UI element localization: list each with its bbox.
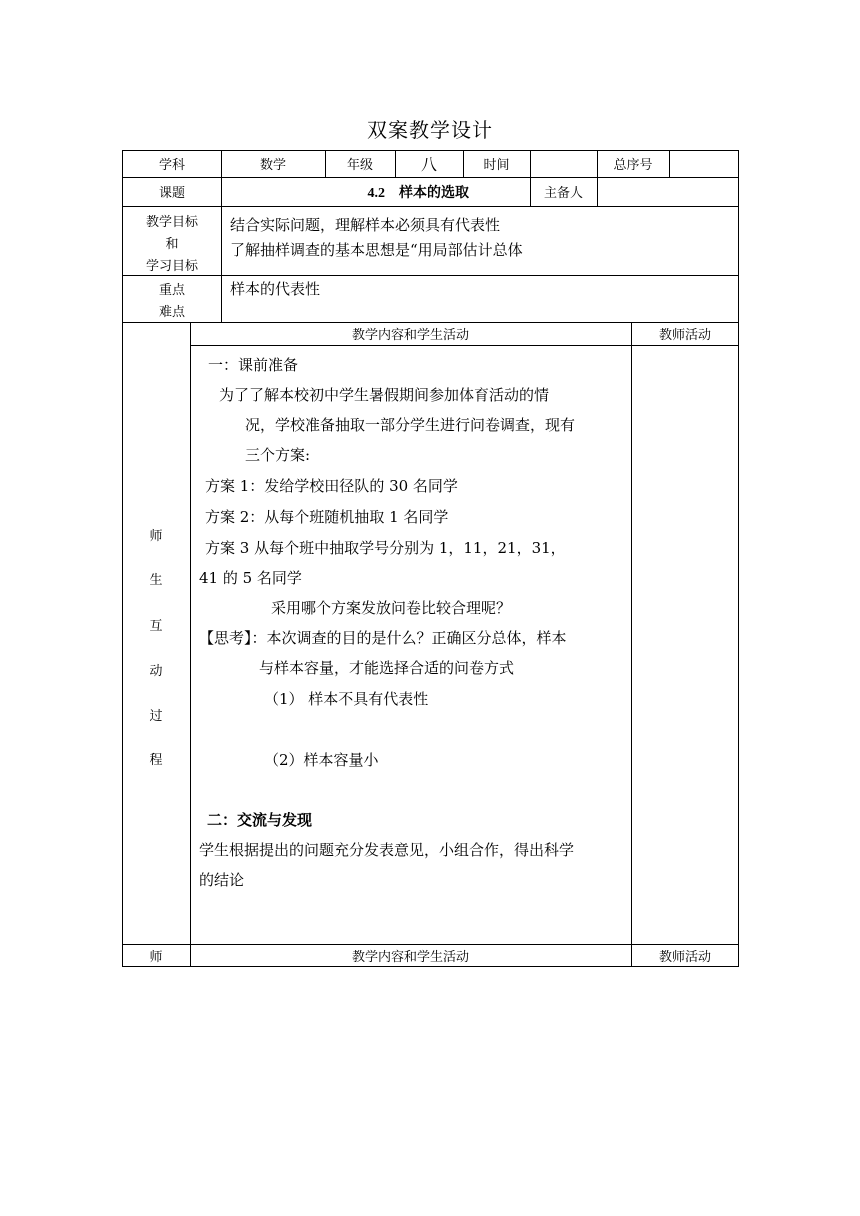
answer2: （2）样本容量小 bbox=[264, 751, 379, 769]
para1-line1: 为了了解本校初中学生暑假期间参加体育活动的情 bbox=[219, 386, 550, 404]
serial-label: 总序号 bbox=[613, 158, 653, 173]
question: 采用哪个方案发放问卷比较合理呢？ bbox=[271, 599, 512, 617]
side-char: 生 bbox=[149, 573, 163, 588]
plan1: 方案 1：发给学校田径队的 30 名同学 bbox=[205, 477, 458, 495]
key-label-line2: 难点 bbox=[158, 304, 185, 320]
key-label-line1: 重点 bbox=[158, 282, 185, 298]
bottom-side-char: 师 bbox=[149, 950, 163, 965]
section2-title: 二：交流与发现 bbox=[207, 811, 313, 829]
para1-line2: 况，学校准备抽取一部分学生进行问卷调查，现有 bbox=[245, 416, 576, 434]
para2-line2: 的结论 bbox=[199, 871, 245, 889]
time-value bbox=[530, 150, 597, 177]
topic-value: 4.2 样本的选取 bbox=[367, 185, 469, 201]
page-title: 双案教学设计 bbox=[367, 118, 493, 142]
think-line1: 【思考】：本次调查的目的是什么？正确区分总体，样本 bbox=[199, 629, 567, 647]
side-char: 程 bbox=[149, 753, 163, 768]
side-char: 过 bbox=[149, 709, 163, 724]
serial-value bbox=[669, 150, 739, 177]
row-divider bbox=[190, 345, 739, 346]
side-char: 互 bbox=[149, 619, 163, 634]
goals-line2: 了解抽样调查的基本思想是“用局部估计总体 bbox=[230, 241, 523, 259]
teacher-column-header: 教师活动 bbox=[658, 328, 711, 343]
preparer-value bbox=[597, 177, 739, 206]
bottom-teacher-header: 教师活动 bbox=[658, 950, 711, 965]
side-char: 动 bbox=[149, 664, 163, 679]
goals-label-line3: 学习目标 bbox=[145, 258, 198, 274]
time-label: 时间 bbox=[483, 158, 510, 173]
col-divider bbox=[631, 322, 632, 967]
topic-label: 课题 bbox=[158, 186, 185, 201]
section1-title: 一：课前准备 bbox=[208, 356, 299, 374]
row-divider bbox=[122, 275, 739, 276]
plan3-line2: 41 的 5 名同学 bbox=[199, 569, 302, 587]
para2-line1: 学生根据提出的问题充分发表意见，小组合作，得出科学 bbox=[199, 841, 575, 859]
col-divider bbox=[190, 322, 191, 967]
side-char: 师 bbox=[149, 529, 163, 544]
content-column-header: 教学内容和学生活动 bbox=[351, 328, 469, 343]
bottom-content-header: 教学内容和学生活动 bbox=[351, 950, 469, 965]
para1-line3: 三个方案: bbox=[245, 446, 311, 464]
plan3-line1: 方案 3 从每个班中抽取学号分别为 1，11，21，31， bbox=[205, 539, 566, 557]
goals-line1: 结合实际问题，理解样本必须具有代表性 bbox=[230, 216, 501, 234]
grade-value: 八 bbox=[420, 155, 437, 174]
think-line2: 与样本容量，才能选择合适的问卷方式 bbox=[259, 659, 515, 677]
plan2: 方案 2：从每个班随机抽取 1 名同学 bbox=[205, 508, 449, 526]
subject-label: 学科 bbox=[158, 158, 185, 173]
preparer-label: 主备人 bbox=[543, 186, 583, 201]
grade-label: 年级 bbox=[346, 158, 373, 173]
goals-label-line1: 教学目标 bbox=[145, 214, 198, 230]
goals-label-line2: 和 bbox=[165, 236, 179, 252]
key-content: 样本的代表性 bbox=[230, 280, 321, 298]
row-divider bbox=[122, 206, 739, 207]
answer1: （1） 样本不具有代表性 bbox=[264, 690, 429, 708]
subject-value: 数学 bbox=[259, 158, 286, 173]
